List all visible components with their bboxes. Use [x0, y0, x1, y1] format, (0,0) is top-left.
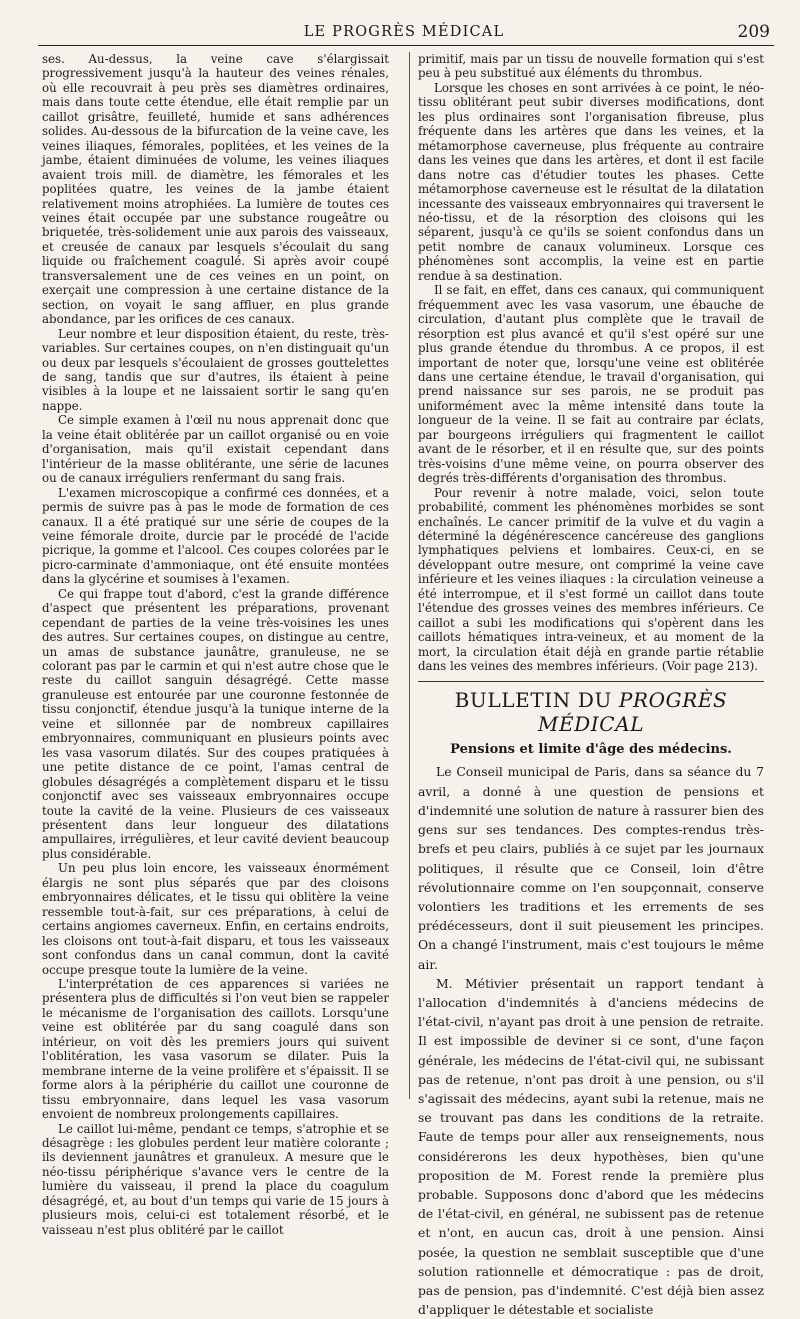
- body-paragraph: Lorsque les choses en sont arrivées à ce point, le néo-tissu oblitérant peut subir diverses modifications, dont les plus ordinaires sont l'organisation fibreuse, plus fréquente dans les artères que dans les veines, et la métamorphose caverneuse, plus fréquente au contraire dans les veines que dans les artères, et dont il est facile dans notre cas d'étudier toutes les phases. Cette métamorphose caverneuse est le résultat de la dilatation incessante des vaisseaux embryonnaires qui traversent le néo-tissu, et de la résorption des cloisons qui les séparent, jusqu'à ce qu'ils se soient confondus dans un petit nombre de canaux volumineux. Lorsque ces phénomènes sont accomplis, la veine est en partie rendue à sa destination.: [418, 80, 764, 283]
- bulletin-title: [418, 688, 764, 736]
- body-paragraph: Pour revenir à notre malade, voici, selon toute probabilité, comment les phénomènes morbides se sont enchaînés. Le cancer primitif de la vulve et du vagin a déterminé la dégénérescence cancéreuse des ganglions lymphatiques pelviens et lombaires. Ceux-ci, en se développant outre mesure, ont comprimé la veine cave inférieure et les veines iliaques : la circulation veineuse a été interrompue, et il s'est formé un caillot dans toute l'étendue des grosses veines des membres inférieurs. Ce caillot a subi les modifications qui s'opèrent dans les caillots hématiques intra-veineux, et au moment de la mort, la circulation était déjà en grande partie rétablie dans les veines des membres inférieurs. (Voir page 213).: [418, 485, 764, 674]
- body-paragraph: ses. Au-dessus, la veine cave s'élargissait progressivement jusqu'à la hauteur des veines rénales, où elle recouvrait à peu près ses diamètres ordinaires, mais dans toute cette étendue, elle était remplie par un caillot grisâtre, feuilleté, humide et sans adhérences solides. Au-dessous de la bifurcation de la veine cave, les veines iliaques, fémorales, poplitées, et les veines de la jambe, étaient diminuées de volume, les veines iliaques avaient trois mill. de diamètre, les fémorales et les poplitées quatre, les veines de la jambe étaient relativement moins atrophiées. La lumière de toutes ces veines était occupée par une substance rougeâtre ou briquetée, très-solidement unie aux parois des vaisseaux, et creusée de canaux par lesquels s'écoulait du sang liquide ou fraîchement coagulé. Si après avoir coupé transversalement une de ces veines en un point, on exerçait une compression à une certaine distance de la section, on voyait le sang affluer, en plus grande abondance, par les orifices de ces canaux.: [42, 52, 389, 327]
- body-paragraph: Ce simple examen à l'œil nu nous apprenait donc que la veine était oblitérée par un caillot organisé ou en voie d'organisation, mais qu'il existait cependant dans l'intérieur de la masse oblitérante, une série de lacunes ou de canaux irréguliers renfermant du sang frais.: [42, 413, 389, 486]
- body-paragraph: Il se fait, en effet, dans ces canaux, qui communiquent fréquemment avec les vasa vasorum, une ébauche de circulation, d'autant plus complète que le travail de résorption est plus avancé et qu'il s'est opéré sur une plus grande étendue du thrombus. A ce propos, il est important de noter que, lorsqu'une veine est oblitérée dans une certaine étendue, le travail d'organisation, qui prend naissance sur ses parois, ne se produit pas uniformément avec la même intensité dans toute la longueur de la veine. Il se fait au contraire par éclats, par bourgeons irréguliers qui fragmentent le caillot avant de le résorber, et il en résulte que, sur des points très-voisins d'une même veine, on pourra observer des degrés très-différents d'organisation des thrombus.: [418, 283, 764, 486]
- section-rule: [418, 681, 764, 682]
- bulletin-body: [418, 762, 764, 1319]
- body-paragraph: L'examen microscopique a confirmé ces données, et a permis de suivre pas à pas le mode de formation de ces canaux. Il a été pratiqué sur une série de coupes de la veine fémorale droite, durcie par le procédé de l'acide picrique, la gomme et l'alcool. Ces coupes colorées par le picro-carminate d'ammoniaque, ont été ensuite montées dans la glycérine et soumises à l'examen.: [42, 485, 389, 587]
- bulletin-title-journal: PROGRÈS MÉDICAL: [537, 688, 728, 737]
- body-paragraph: Leur nombre et leur disposition étaient, du reste, très-variables. Sur certaines coupes, on n'en distinguait qu'un ou deux par lesquels s'écoulaient de grosses gouttelettes de sang, tandis que sur d'autres, ils étaient à peine visibles à la loupe et ne laissaient sortir le sang qu'en nappe.: [42, 326, 389, 413]
- body-paragraph: primitif, mais par un tissu de nouvelle formation qui s'est peu à peu substitué aux éléments du thrombus.: [418, 52, 764, 81]
- left-column: [42, 52, 389, 1237]
- article-heading: Pensions et limite d'âge des médecins.: [450, 742, 732, 758]
- running-title: LE PROGRÈS MÉDICAL: [303, 24, 505, 40]
- bulletin-paragraph: M. Métivier présentait un rapport tendant à l'allocation d'indemnités à d'anciens médecins de l'état-civil, n'ayant pas droit à une pension de retraite. Il est impossible de deviner si ce sont, d'une façon générale, les médecins de l'état-civil qui, ne subissant pas de retenue, n'ont pas droit à une pension, ou s'il s'agissait des médecins, ayant subi la retenue, mais ne se trouvant pas dans les conditions de la retraite. Faute de temps pour aller aux renseignements, nous considérerons les deux hypothèses, bien qu'une proposition de M. Forest rende la première plus probable. Supposons donc d'abord que les médecins de l'état-civil, en général, ne subissent pas de retenue et n'ont, en aucun cas, droit à une pension. Ainsi posée, la question ne semblait susceptible que d'une solution rationnelle et démocratique : pas de droit, pas de pension, pas d'indemnité. C'est déjà bien assez d'appliquer le détestable et socialiste: [418, 975, 764, 1318]
- bulletin-paragraph: Le Conseil municipal de Paris, dans sa séance du 7 avril, a donné à une question de pensions et d'indemnité une solution de nature à rassurer bien des gens sur ses tendances. Des comptes-rendus très-brefs et peu clairs, publiés à ce sujet par les journaux politiques, il résulte que ce Conseil, loin d'être révolutionnaire comme on l'en soupçonnait, conserve volontiers les traditions et les errements de ses prédécesseurs, dont il suit pieusement les principes. On a changé l'instrument, mais c'est toujours le même air.: [418, 764, 764, 972]
- right-column: [418, 52, 764, 1319]
- page-header: [38, 22, 770, 44]
- column-divider: [409, 52, 410, 1099]
- body-paragraph: Un peu plus loin encore, les vaisseaux énormément élargis ne sont plus séparés que par des cloisons embryonnaires délicates, et le tissu qui oblitère la veine ressemble tout-à-fait, sur ces préparations, à celui de certains angiomes caverneux. Enfin, en certains endroits, les cloisons ont tout-à-fait disparu, et tous les vaisseaux sont confondus dans un canal commun, dont la cavité occupe presque toute la lumière de la veine.: [42, 861, 389, 977]
- header-rule: [38, 45, 774, 46]
- body-paragraph: Le caillot lui-même, pendant ce temps, s'atrophie et se désagrège : les globules perdent leur matière colorante ; ils deviennent jaunâtres et granuleux. A mesure que le néo-tissu périphérique s'avance vers le centre de la lumière du vaisseau, il prend la place du coagulum désagrégé, et, au bout d'un temps qui varie de 15 jours à plusieurs mois, celui-ci est totalement résorbé, et le vaisseau n'est plus oblitéré par le caillot: [42, 1121, 389, 1237]
- bulletin-title-prefix: BULLETIN DU: [454, 688, 612, 713]
- body-paragraph: Ce qui frappe tout d'abord, c'est la grande différence d'aspect que présentent les préparations, provenant cependant de parties de la veine très-voisines les unes des autres. Sur certaines coupes, on distingue au centre, un amas de substance jaunâtre, granuleuse, ne se colorant pas par le carmin et qui n'est autre chose que le reste du caillot sanguin désagrégé. Cette masse granuleuse est entourée par une couronne festonnée de tissu conjonctif, étendue jusqu'à la tunique interne de la veine et sillonnée par de nombreux capillaires embryonnaires, communiquant en plusieurs points avec les vasa vasorum dilatés. Sur des coupes pratiquées à une petite distance de ce point, l'amas central de globules désagrégés a complètement disparu et le tissu conjonctif avec ses vaisseaux embryonnaires occupe toute la cavité de la veine. Plusieurs de ces vaisseaux présentent dans leur longueur des dilatations ampullaires, irrégulières, et leur cavité devient beaucoup plus considérable.: [42, 586, 389, 861]
- page-number: 209: [737, 22, 770, 42]
- body-paragraph: L'interprétation de ces apparences si variées ne présentera plus de difficultés si l'on veut bien se rappeler le mécanisme de l'organisation des caillots. Lorsqu'une veine est oblitérée par du sang coagulé dans son intérieur, on voit dès les premiers jours qui suivent l'oblitération, les vasa vasorum se dilater. Puis la membrane interne de la veine prolifère et s'épaissit. Il se forme alors à la périphérie du caillot une couronne de tissu embryonnaire, dans lequel les vasa vasorum envoient de nombreux prolongements capillaires.: [42, 977, 389, 1122]
